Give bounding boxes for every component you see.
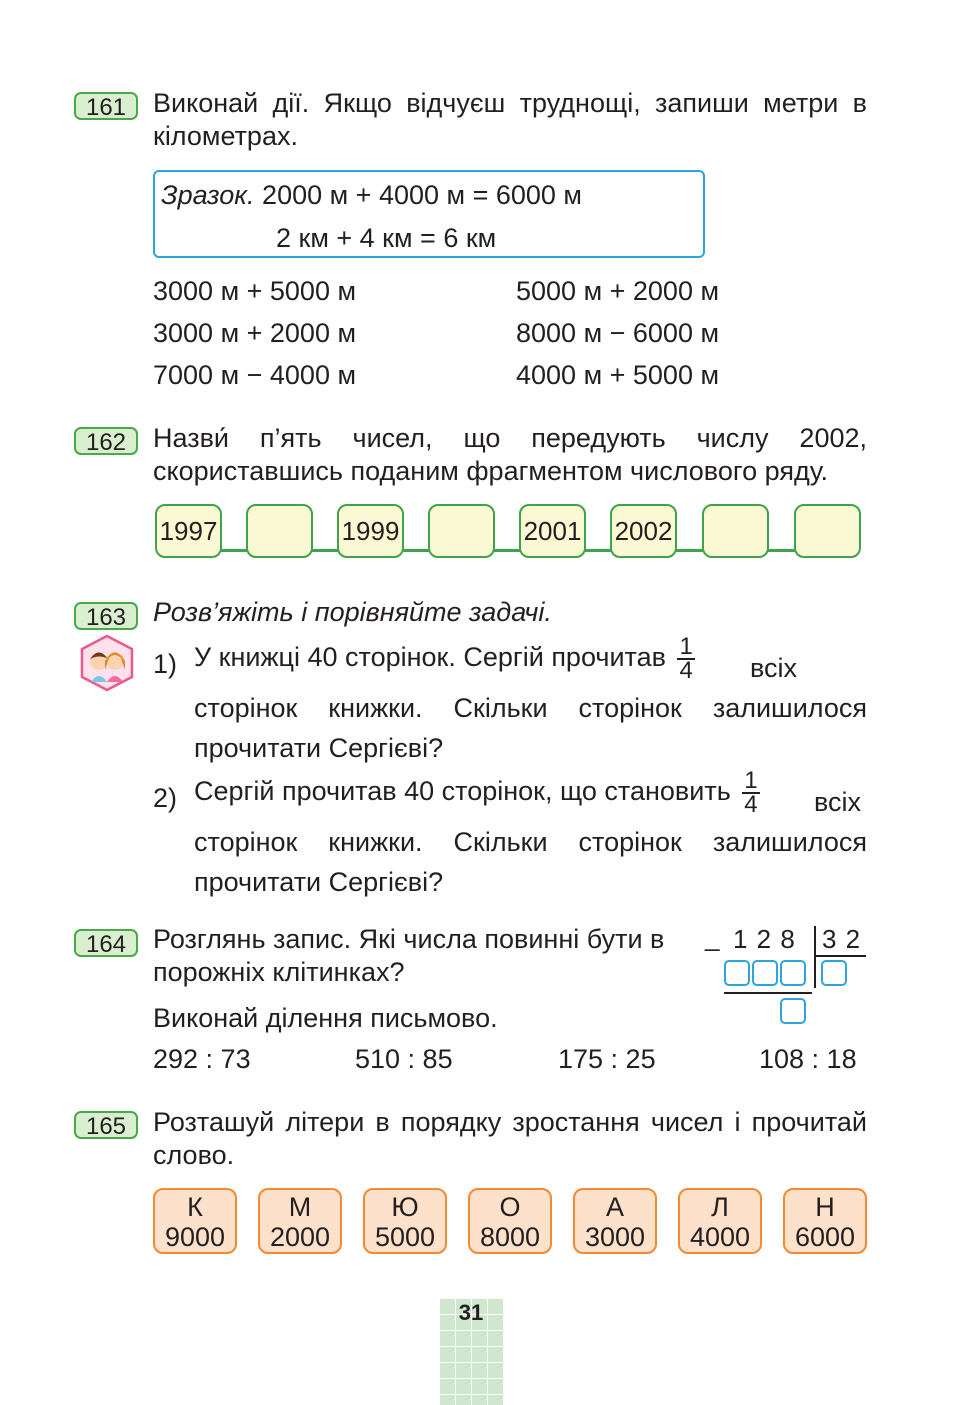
exercise-161-1: 3000 м + 5000 м (153, 276, 357, 306)
tile-letter: Ю (391, 1192, 419, 1222)
task-165-text: Розташуй літери в порядку зростання чисел і прочитай слово. (153, 1107, 867, 1170)
sample-box (153, 170, 705, 258)
letter-tile (678, 1188, 762, 1254)
children-pair-icon (78, 634, 136, 692)
number-cell-empty[interactable] (246, 504, 313, 558)
problem-2-text: всіх сторінок книжки. Скільки сторінок залишилося прочитати Сергієві? (194, 787, 867, 897)
dividend: 1 2 8 (733, 924, 796, 954)
task-161-text: Виконай дії. Якщо відчуєш труднощі, запиши метри в кілометрах. (153, 88, 867, 151)
number-cell: 1997 (155, 504, 222, 558)
number-cell-empty[interactable] (428, 504, 495, 558)
letter-tile (363, 1188, 447, 1254)
letter-tile (783, 1188, 867, 1254)
empty-digit-box[interactable] (752, 960, 778, 986)
tile-letter: К (187, 1192, 203, 1222)
tile-letter: Л (711, 1192, 729, 1222)
page-number: 31 (458, 1300, 484, 1325)
sample-line-1 (161, 180, 582, 211)
task-164-text: Розглянь запис. Які числа повинні бути в порожніх клітинках? (153, 924, 665, 987)
tile-letter: М (288, 1192, 312, 1222)
tile-value: 2000 (269, 1222, 331, 1252)
fraction-denominator: 4 (679, 657, 693, 684)
exercise-164-2: 510 : 85 (355, 1044, 453, 1074)
tile-value: 3000 (584, 1222, 646, 1252)
fraction-numerator: 1 (679, 633, 693, 660)
exercise-164-1: 292 : 73 (153, 1044, 251, 1074)
problem-1-text: всіх сторінок книжки. Скільки сторінок залишилося прочитати Сергієві? (194, 653, 867, 763)
sample-label: Зразок. (161, 180, 255, 210)
fraction-denominator: 4 (744, 791, 758, 818)
tile-value: 4000 (689, 1222, 751, 1252)
problem-1-text-start: У книжці 40 сторінок. Сергій прочитав (194, 642, 666, 673)
exercise-164-4: 108 : 18 (759, 1044, 857, 1074)
task-162-text: Назви́ п’ять чисел, що передують числу 2002, скориставшись поданим фрагментом числового ряду. (153, 423, 867, 486)
task-164-text-2: Виконай ділення письмово. (153, 1003, 498, 1033)
task-number-161: 161 (74, 92, 138, 120)
letter-tile (468, 1188, 552, 1254)
task-number-164: 164 (74, 929, 138, 957)
empty-remainder-box[interactable] (780, 998, 806, 1024)
number-cell-empty[interactable] (794, 504, 861, 558)
subtraction-line (724, 992, 812, 994)
letter-tile (573, 1188, 657, 1254)
divisor: 3 2 (822, 924, 862, 954)
problem-2-marker: 2) (153, 783, 178, 813)
exercise-161-6: 4000 м + 5000 м (516, 360, 720, 390)
task-number-165: 165 (74, 1111, 138, 1139)
exercise-164-3: 175 : 25 (558, 1044, 656, 1074)
problem-1-marker: 1) (153, 649, 178, 679)
tile-letter: О (499, 1192, 521, 1222)
sample-equation-1: 2000 м + 4000 м = 6000 м (262, 180, 582, 210)
task-163-title: Розв’яжіть і порівняйте задачі. (153, 597, 552, 627)
number-cell: 1999 (337, 504, 404, 558)
sample-line-2: 2 км + 4 км = 6 км (276, 223, 497, 253)
exercise-161-5: 7000 м − 4000 м (153, 360, 357, 390)
tile-value: 5000 (374, 1222, 436, 1252)
exercise-161-4: 8000 м − 6000 м (516, 318, 720, 348)
problem-2-text-start: Сергій прочитав 40 сторінок, що становить (194, 776, 731, 807)
letter-tile (153, 1188, 237, 1254)
number-cell: 2002 (610, 504, 677, 558)
empty-digit-box[interactable] (780, 960, 806, 986)
empty-digit-box[interactable] (724, 960, 750, 986)
tile-value: 8000 (479, 1222, 541, 1252)
task-number-162: 162 (74, 427, 138, 455)
minus-sign: _ (705, 922, 720, 952)
tile-letter: А (605, 1192, 624, 1222)
number-cell-empty[interactable] (702, 504, 769, 558)
task-number-163: 163 (74, 602, 138, 630)
empty-quotient-box[interactable] (821, 960, 847, 986)
tile-value: 9000 (164, 1222, 226, 1252)
exercise-161-2: 5000 м + 2000 м (516, 276, 720, 306)
letter-tile (258, 1188, 342, 1254)
tile-letter: Н (815, 1192, 835, 1222)
tile-value: 6000 (794, 1222, 856, 1252)
division-vertical-line (814, 926, 816, 988)
number-cell: 2001 (519, 504, 586, 558)
exercise-161-3: 3000 м + 2000 м (153, 318, 357, 348)
fraction-numerator: 1 (744, 767, 758, 794)
division-horizontal-line (816, 955, 866, 957)
